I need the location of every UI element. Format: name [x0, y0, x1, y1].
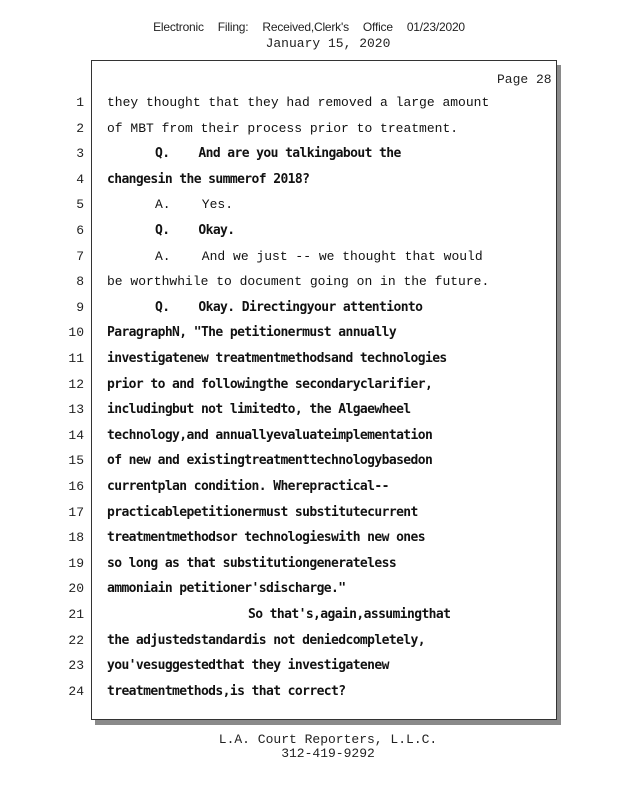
line-number: 24 — [68, 683, 84, 699]
transcript-line — [0, 451, 618, 471]
filing-office: Office — [362, 20, 393, 34]
line-text: technology,and annuallyevaluateimplementation — [107, 427, 433, 443]
transcript-line — [0, 375, 618, 395]
transcript-line — [0, 323, 618, 343]
line-number: 7 — [76, 248, 84, 264]
transcript-line — [0, 554, 618, 574]
transcript-line — [0, 221, 618, 241]
line-text: practicablepetitionermust substitutecurrent — [107, 504, 418, 520]
filing-electronic: Electronic — [153, 20, 204, 34]
line-number: 1 — [76, 95, 84, 110]
line-text: of MBT from their process prior to treatment. — [107, 120, 459, 136]
line-text: be worthwhile to document going on in the future. — [107, 274, 490, 290]
transcript-line — [0, 247, 618, 267]
line-number: 21 — [68, 607, 84, 622]
transcript-line — [0, 477, 618, 497]
transcript-line — [0, 119, 618, 139]
line-number: 2 — [76, 120, 84, 136]
transcript-line — [0, 528, 618, 548]
transcript-line — [0, 631, 618, 651]
line-number: 9 — [76, 299, 84, 315]
page-number: Page 28 — [497, 72, 552, 87]
transcript-line — [0, 682, 618, 702]
line-text: you'vesuggestedthat they investigatenew — [107, 658, 389, 674]
transcript-line — [0, 400, 618, 420]
footer-company: L.A. Court Reporters, L.L.C. — [218, 732, 438, 747]
line-number: 12 — [68, 376, 84, 392]
filing-label: Filing: — [217, 20, 249, 34]
line-text: they thought that they had removed a large amount — [107, 95, 490, 110]
line-text: So that's,again,assumingthat — [248, 607, 451, 622]
transcript-line — [0, 656, 618, 676]
line-text: A. And we just -- we thought that would — [155, 248, 483, 264]
transcript-line — [0, 298, 618, 318]
line-text: ParagraphN, "The petitionermust annually — [107, 325, 397, 341]
line-text: A. Yes. — [155, 197, 234, 213]
line-number: 6 — [76, 223, 84, 238]
line-text: currentplan condition. Wherepractical-- — [107, 479, 389, 494]
line-text: changesin the summerof 2018? — [107, 171, 310, 187]
line-text: of new and existingtreatmenttechnologybasedon — [107, 453, 433, 469]
line-text: includingbut not limitedto, the Algaewheel — [107, 402, 411, 418]
transcript-line — [0, 503, 618, 523]
line-number: 5 — [76, 197, 84, 213]
transcript-date: January 15, 2020 — [265, 36, 391, 51]
line-text: the adjustedstandardis not deniedcompletely, — [107, 632, 425, 648]
line-text: treatmentmethodsor technologieswith new ones — [107, 530, 425, 546]
transcript-line — [0, 272, 618, 292]
line-number: 14 — [68, 427, 84, 443]
transcript-line — [0, 144, 618, 164]
line-number: 17 — [68, 504, 84, 520]
transcript-line — [0, 349, 618, 369]
line-number: 4 — [76, 171, 84, 187]
footer-phone: 312-419-9292 — [281, 746, 375, 761]
line-text: Q. Okay. Directingyour attentionto — [155, 299, 423, 315]
line-number: 10 — [68, 325, 84, 341]
line-number: 23 — [68, 658, 84, 674]
line-number: 3 — [76, 146, 84, 162]
line-text: ammoniain petitioner'sdischarge." — [107, 581, 346, 597]
transcript-line — [0, 195, 618, 215]
transcript-line — [0, 170, 618, 190]
line-text: treatmentmethods,is that correct? — [107, 683, 346, 699]
line-number: 13 — [68, 402, 84, 418]
footer — [0, 733, 618, 761]
transcript-line — [0, 93, 618, 113]
line-number: 18 — [68, 530, 84, 546]
line-number: 22 — [68, 632, 84, 648]
line-number: 8 — [76, 274, 84, 290]
filing-date: 01/23/2020 — [406, 20, 465, 34]
transcript-line — [0, 605, 618, 625]
transcript-line — [0, 426, 618, 446]
line-text: Q. And are you talkingabout the — [155, 146, 401, 162]
line-number: 15 — [68, 453, 84, 469]
line-number: 20 — [68, 581, 84, 597]
filing-stamp — [0, 20, 618, 34]
line-text: so long as that substitutiongenerateless — [107, 555, 397, 571]
transcript-line — [0, 579, 618, 599]
filing-received: Received,Clerk's — [262, 20, 349, 34]
line-text: prior to and followingthe secondaryclarifier, — [107, 376, 433, 392]
line-number: 19 — [68, 555, 84, 571]
line-text: Q. Okay. — [155, 223, 235, 238]
line-number: 16 — [68, 479, 84, 494]
line-text: investigatenew treatmentmethodsand technologies — [107, 351, 447, 366]
line-number: 11 — [68, 351, 84, 366]
